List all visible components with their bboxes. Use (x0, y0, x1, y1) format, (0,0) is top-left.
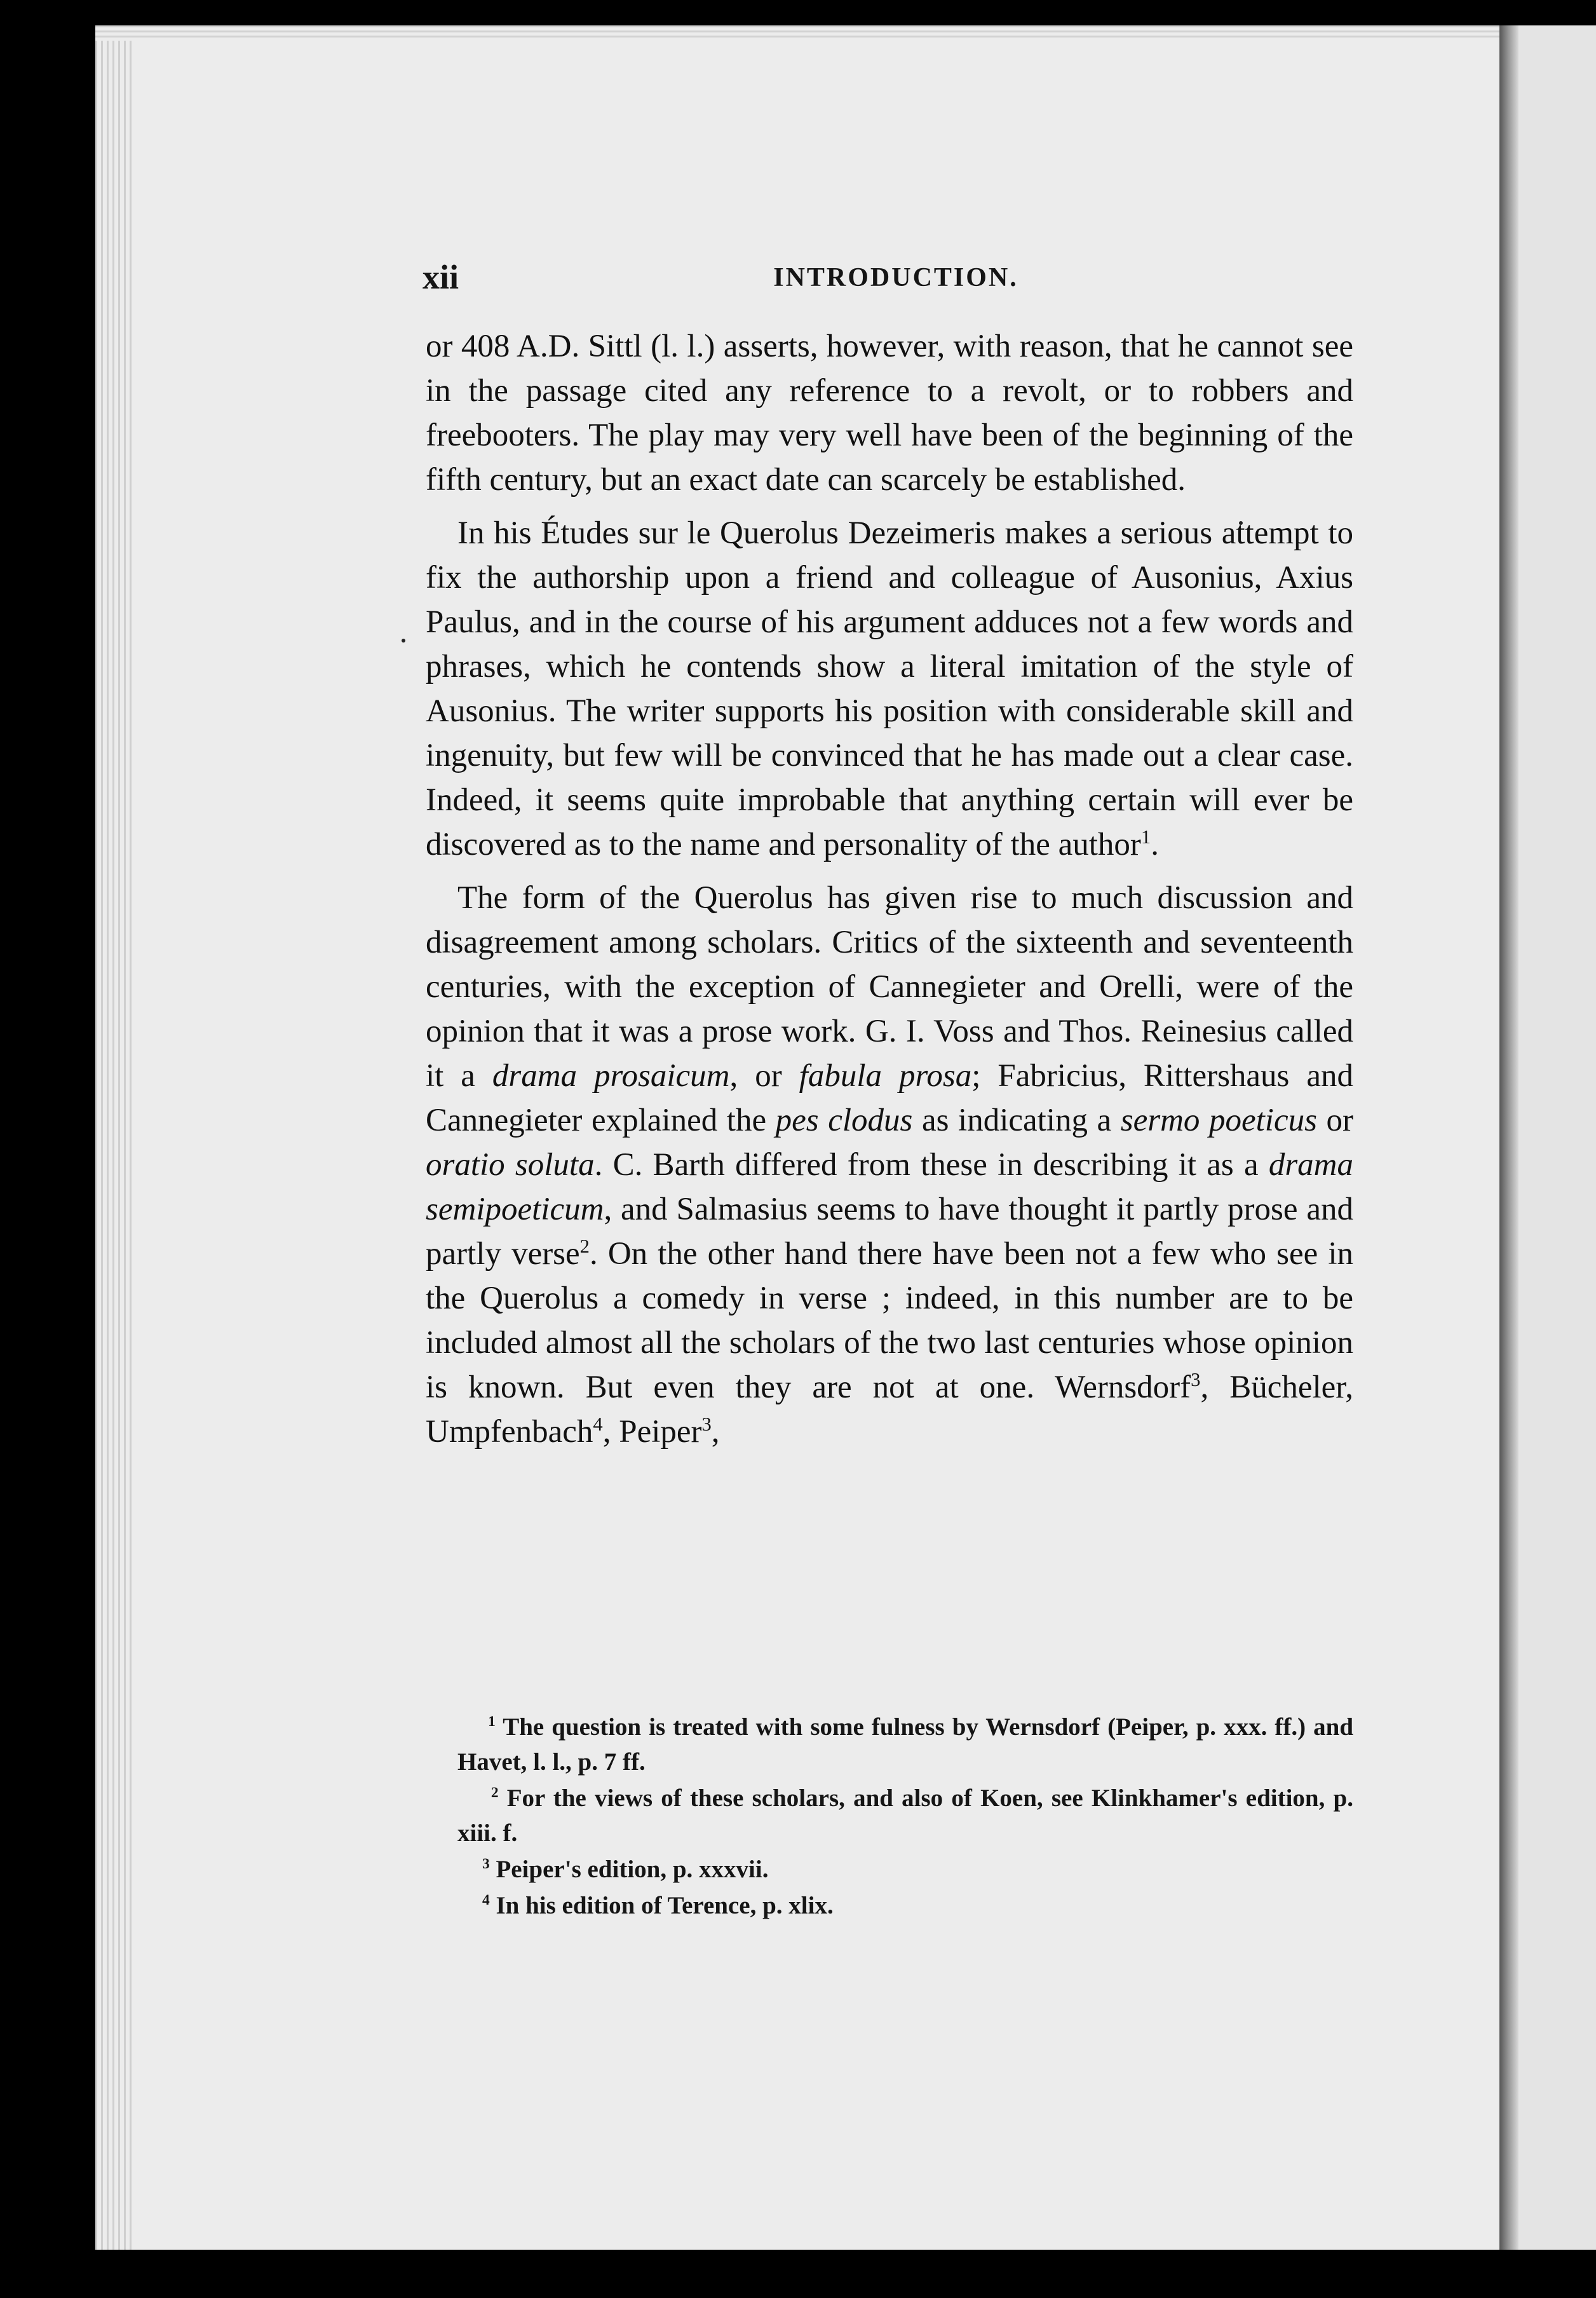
text-run: ; Fabricius, Rittershaus and Cannegieter explained the (426, 1058, 1354, 1138)
text-run: , Bücheler, Umpfenbach (426, 1370, 1354, 1450)
footnote-mark: 2 (490, 1785, 499, 1801)
footnote-reference: 1 (1140, 826, 1151, 848)
footnote-reference: 3 (1191, 1369, 1201, 1390)
italic-term: pes clodus (775, 1103, 913, 1138)
page-stack-edge-top (95, 25, 1499, 41)
text-run: or (1316, 1103, 1354, 1138)
paragraph (426, 876, 1353, 1454)
scan-speck (402, 639, 405, 642)
footnote (457, 1710, 1353, 1779)
page-number: xii (423, 258, 459, 296)
italic-term: drama semipoeticum (426, 1147, 1353, 1227)
text-run: . On the other hand there have been not a few who see in the Querolus a comedy in verse ; indeed, in this number are to be included almost all the scholars of the two last centuries whose opinion is known. But even they are not at one. Wernsdorf (426, 1236, 1353, 1405)
footnote-text: Peiper's edition, p. xxxvii. (489, 1856, 769, 1883)
paragraph (426, 511, 1353, 867)
text-run: , and Salmasius seems to have thought it partly prose and partly verse (426, 1192, 1353, 1272)
italic-term: drama prosaicum (492, 1058, 730, 1094)
footnote-mark: 3 (482, 1856, 490, 1872)
footnote (457, 1852, 1353, 1887)
footnotes (457, 1710, 1353, 1924)
paragraph (426, 324, 1353, 502)
italic-term: oratio soluta (426, 1147, 595, 1183)
facing-page-edge (1518, 25, 1596, 2250)
text-run: The form of the Querolus has given rise to much discussion and disagreement among scholars. Critics of the sixteenth and seventeenth centuries, with the exception of Cannegieter and Orelli, were of the opinion that it was a prose work. G. I. Voss and Thos. Reinesius called it a (426, 880, 1353, 1094)
footnote-reference: 2 (579, 1235, 590, 1257)
footnote (457, 1781, 1353, 1851)
page-stack-edge-left (95, 25, 133, 2250)
italic-term: fabula prosa (799, 1058, 972, 1094)
body-text (426, 324, 1353, 1463)
footnote-text: The question is treated with some fulness by Wernsdorf (Peiper, p. xxx. ff.) and Havet, l. l., p. 7 ff. (457, 1713, 1354, 1776)
footnote (457, 1888, 1353, 1923)
footnote-mark: 1 (488, 1713, 496, 1730)
text-run: , (711, 1414, 720, 1450)
text-run: , or (729, 1058, 799, 1094)
text-run: . (1151, 827, 1159, 862)
text-run: , Peiper (602, 1414, 702, 1450)
footnote-reference: 3 (701, 1413, 712, 1435)
italic-term: sermo poeticus (1120, 1103, 1317, 1138)
text-run: or 408 A.D. Sittl (l. l.) asserts, however, with reason, that he cannot see in the passage cited any reference to a revolt, or to robbers and freebooters. The play may very well have been of the beginning of the fifth century, but an exact date can scarcely be established. (426, 329, 1353, 498)
footnote-text: In his edition of Terence, p. xlix. (489, 1892, 834, 1919)
running-head: INTRODUCTION. (773, 263, 1018, 292)
footnote-reference: 4 (593, 1413, 603, 1435)
text-run: as indicating a (912, 1103, 1121, 1138)
text-run: . C. Barth differed from these in describing it as a (594, 1147, 1269, 1183)
footnote-mark: 4 (482, 1892, 490, 1908)
page-header (423, 257, 1369, 302)
book-gutter (1499, 25, 1518, 2250)
footnote-text: For the views of these scholars, and also of Koen, see Klinkhamer's edition, p. xiii. f. (457, 1785, 1353, 1847)
text-run: In his Études sur le Querolus Dezeimeris makes a serious attempt to fix the authorship upon a friend and colleague of Ausonius, Axius Paulus, and in the course of his argument adduces not a few words and phrases, which he contends show a literal imitation of the style of Ausonius. The writer supports his position with considerable skill and ingenuity, but few will be convinced that he has made out a clear case. Indeed, it seems quite improbable that anything certain will ever be discovered as to the name and personality of the author (426, 515, 1353, 862)
